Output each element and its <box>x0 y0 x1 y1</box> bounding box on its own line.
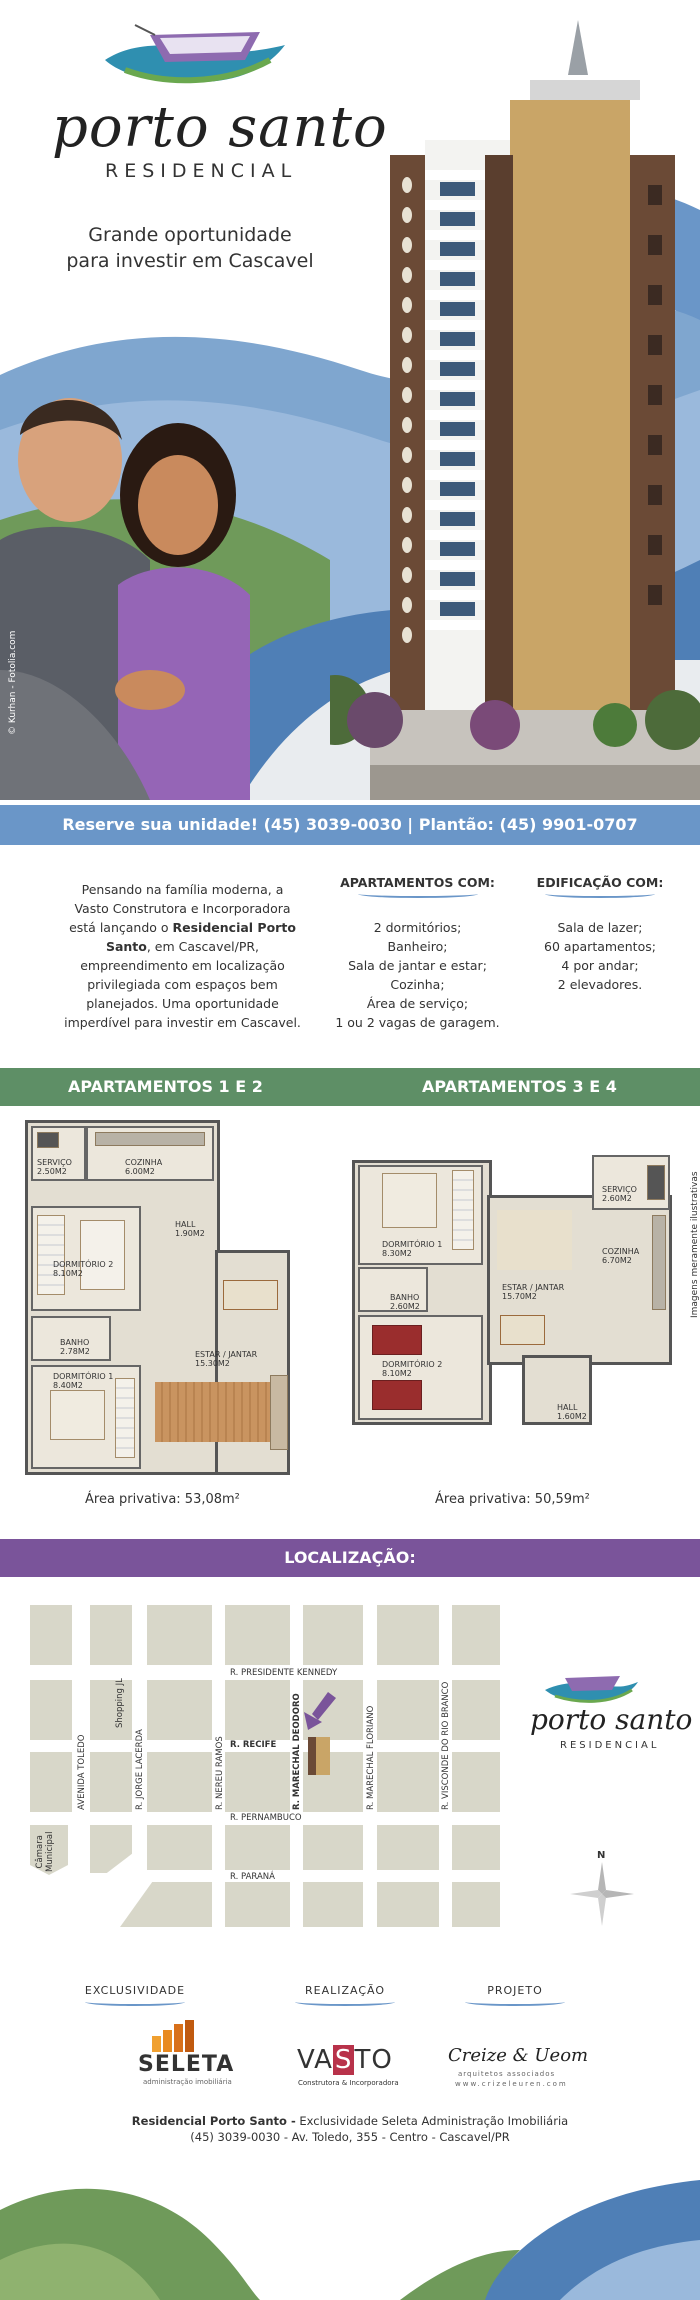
feature-item: Área de serviço; <box>366 996 469 1011</box>
tagline-line-2: para investir em Cascavel <box>66 250 314 272</box>
intro-text: , em Cascavel/PR, <box>146 939 260 954</box>
location-bar: LOCALIZAÇÃO: <box>0 1539 700 1577</box>
room-name: SERVIÇO <box>37 1158 72 1167</box>
apartments-heading: APARTAMENTOS COM: <box>340 875 495 890</box>
plans-b-title: APARTAMENTOS 3 E 4 <box>422 1077 617 1096</box>
feature-item: Cozinha; <box>390 977 445 992</box>
plan-a-area: Área privativa: 53,08m² <box>85 1492 240 1507</box>
partner-swoosh <box>85 1998 185 2006</box>
room-area: 1.60M2 <box>557 1412 587 1421</box>
room-name: DORMITÓRIO 1 <box>382 1240 443 1249</box>
vasto-name-part: VA <box>297 2045 333 2075</box>
street-visconde-rio-branco: R. VISCONDE DO RIO BRANCO <box>441 1681 451 1810</box>
map-block <box>30 1605 72 1665</box>
location-pin-icon <box>300 1692 340 1777</box>
dining-table <box>223 1280 278 1310</box>
hero-section <box>0 0 700 800</box>
map-block <box>147 1752 212 1812</box>
footer-text: Exclusividade Seleta Administração Imobiliária <box>295 2114 569 2128</box>
brand-script-logo: porto santo <box>52 95 388 160</box>
label-servico <box>37 1158 72 1176</box>
photo-credit: © Kurhan - Fotolia.com <box>8 630 18 735</box>
building-heading: EDIFICAÇÃO COM: <box>536 875 664 890</box>
room-area: 8.40M2 <box>53 1381 83 1390</box>
label-cozinha <box>602 1247 639 1265</box>
feature-item: Sala de lazer; <box>557 920 643 935</box>
map-block <box>452 1882 500 1927</box>
architects-logo: Creize & Ueom <box>448 2045 589 2066</box>
label-servico <box>602 1185 637 1203</box>
label-dorm2 <box>53 1260 113 1278</box>
apartments-features <box>330 875 505 1032</box>
wardrobe <box>452 1170 474 1250</box>
map-logo-script: porto santo <box>530 1703 693 1736</box>
map-block <box>225 1680 290 1740</box>
map-block <box>90 1680 132 1740</box>
bed-icon <box>382 1173 437 1228</box>
feature-item: Sala de jantar e estar; <box>348 958 487 973</box>
wardrobe <box>115 1378 135 1458</box>
map-block <box>377 1680 439 1740</box>
compass-rose-icon <box>570 1862 634 1926</box>
footer-line-2: (45) 3039-0030 - Av. Toledo, 355 - Centro - Cascavel/PR <box>190 2130 510 2144</box>
label-dorm1 <box>53 1372 113 1390</box>
room-area: 6.70M2 <box>602 1256 632 1265</box>
map-block <box>452 1605 500 1665</box>
building-rendering <box>330 20 700 800</box>
heading-swoosh <box>358 890 478 898</box>
washer-icon <box>37 1132 59 1148</box>
label-cozinha <box>125 1158 162 1176</box>
room-name: COZINHA <box>125 1158 163 1167</box>
map-block <box>90 1605 132 1665</box>
room-name: ESTAR / JANTAR <box>195 1350 258 1359</box>
intro-line: privilegiada com espaços bem <box>87 977 278 992</box>
map-block <box>377 1882 439 1927</box>
feature-item: Banheiro; <box>387 939 448 954</box>
map-block <box>225 1752 290 1812</box>
bed-icon <box>80 1220 125 1290</box>
intro-line <box>40 918 325 937</box>
room-name: ESTAR / JANTAR <box>502 1283 565 1292</box>
realizacao-label: REALIZAÇÃO <box>304 1984 386 1997</box>
footer-line-1 <box>0 2114 700 2128</box>
intro-line <box>40 937 325 956</box>
feature-item: 2 elevadores. <box>557 977 643 992</box>
couple-photo <box>0 370 260 800</box>
partner-swoosh <box>465 1998 565 2006</box>
map-block <box>90 1825 132 1873</box>
seleta-subtitle: administração imobiliária <box>143 2078 232 2086</box>
room-name: BANHO <box>390 1293 420 1302</box>
apartments-feature-list <box>330 918 505 1032</box>
map-block <box>377 1605 439 1665</box>
room-area: 2.60M2 <box>390 1302 420 1311</box>
bed-icon <box>50 1390 105 1440</box>
intro-line: Vasto Construtora e Incorporadora <box>74 901 291 916</box>
bed-icon <box>372 1325 422 1355</box>
map-logo-subtitle: RESIDENCIAL <box>560 1740 660 1751</box>
label-dorm2 <box>382 1360 442 1378</box>
floorplan-apartments-3-4 <box>352 1155 674 1435</box>
shopping-jl-label: Shopping JL <box>115 1678 125 1728</box>
building-features <box>530 875 670 994</box>
map-block <box>147 1605 212 1665</box>
wardrobe <box>37 1215 65 1295</box>
living-rug <box>497 1210 572 1270</box>
intro-line: planejados. Uma oportunidade <box>86 996 279 1011</box>
camara-municipal-label <box>35 1832 55 1872</box>
illustrative-note: Imagens meramente ilustrativas <box>690 1171 700 1318</box>
vasto-name-part: S <box>334 2045 353 2075</box>
brand-subtitle: RESIDENCIAL <box>105 160 298 182</box>
architects-subtitle: arquitetos associados <box>458 2070 556 2078</box>
map-block <box>225 1825 290 1870</box>
map-block <box>90 1752 132 1812</box>
room-area: 15.30M2 <box>195 1359 230 1368</box>
room-area: 1.90M2 <box>175 1229 205 1238</box>
location-map <box>25 1600 505 1940</box>
room-area: 2.60M2 <box>602 1194 632 1203</box>
feature-item: 2 dormitórios; <box>373 920 462 935</box>
dining-table <box>500 1315 545 1345</box>
map-block <box>303 1605 363 1665</box>
map-block <box>303 1882 363 1927</box>
map-block <box>120 1882 212 1927</box>
reserve-contact-bar: Reserve sua unidade! (45) 3039-0030 | Plantão: (45) 9901-0707 <box>0 805 700 845</box>
sofa-icon <box>270 1375 288 1450</box>
seleta-logo-icon <box>150 2020 200 2052</box>
projeto-label: PROJETO <box>487 1984 543 1997</box>
room-area: 8.30M2 <box>382 1249 412 1258</box>
living-rug <box>155 1382 275 1442</box>
street-marechal-deodoro: R. MARECHAL DEODORO <box>292 1693 302 1810</box>
street-jorge-lacerda: R. JORGE LACERDA <box>135 1729 145 1810</box>
seleta-name: SELETA <box>138 2052 235 2077</box>
label-banho <box>60 1338 90 1356</box>
room-name: DORMITÓRIO 2 <box>382 1360 443 1369</box>
map-block <box>377 1825 439 1870</box>
street-nereu-ramos: R. NEREU RAMOS <box>215 1736 225 1810</box>
map-block <box>303 1825 363 1870</box>
feature-item: 1 ou 2 vagas de garagem. <box>335 1015 500 1030</box>
label-hall <box>175 1220 205 1238</box>
map-block <box>147 1680 212 1740</box>
room-name: COZINHA <box>602 1247 640 1256</box>
camara-line: Câmara <box>35 1835 45 1869</box>
footer-bold: Residencial Porto Santo - <box>131 2114 296 2128</box>
intro-line: Pensando na família moderna, a <box>81 882 284 897</box>
label-estar <box>502 1283 564 1301</box>
room-name: SERVIÇO <box>602 1185 637 1194</box>
street-presidente-kennedy: R. PRESIDENTE KENNEDY <box>230 1668 338 1678</box>
street-parana: R. PARANÁ <box>230 1872 275 1882</box>
intro-bold: Residencial Porto <box>172 920 296 935</box>
room-area: 2.78M2 <box>60 1347 90 1356</box>
room-area: 8.10M2 <box>53 1269 83 1278</box>
compass-north-label: N <box>597 1850 606 1861</box>
kitchen-counter <box>652 1215 666 1310</box>
room-name: HALL <box>175 1220 196 1229</box>
feature-item: 60 apartamentos; <box>544 939 656 954</box>
street-recife: R. RECIFE <box>230 1740 277 1750</box>
boat-logo-icon <box>95 20 295 100</box>
intro-paragraph <box>40 880 325 1032</box>
map-block <box>225 1605 290 1665</box>
map-block <box>452 1680 500 1740</box>
street-pernambuco: R. PERNAMBUCO <box>230 1813 302 1823</box>
vasto-subtitle: Construtora & Incorporadora <box>298 2079 399 2087</box>
label-hall <box>557 1403 587 1421</box>
room-area: 6.00M2 <box>125 1167 155 1176</box>
map-block <box>147 1825 212 1870</box>
room-area: 2.50M2 <box>37 1167 67 1176</box>
architects-url: www.crizeleuren.com <box>455 2080 568 2088</box>
washer-icon <box>647 1165 665 1200</box>
intro-text: está lançando o <box>69 920 173 935</box>
room-area: 8.10M2 <box>382 1369 412 1378</box>
room-name: DORMITÓRIO 1 <box>53 1372 114 1381</box>
vasto-name-part: TO <box>354 2045 393 2075</box>
street-marechal-floriano: R. MARECHAL FLORIANO <box>366 1705 376 1810</box>
heading-swoosh <box>545 890 655 898</box>
kitchen-counter <box>95 1132 205 1146</box>
building-feature-list <box>530 918 670 994</box>
map-block <box>225 1882 290 1927</box>
footer-waves <box>0 2150 700 2300</box>
floorplan-apartments-1-2 <box>25 1120 295 1475</box>
room-name: BANHO <box>60 1338 90 1347</box>
intro-line: imperdível para investir em Cascavel. <box>64 1015 301 1030</box>
map-block <box>377 1752 439 1812</box>
street-avenida-toledo: AVENIDA TOLEDO <box>77 1734 87 1810</box>
camara-line: Municipal <box>45 1831 55 1872</box>
floorplans-bar <box>0 1068 700 1106</box>
partner-swoosh <box>295 1998 395 2006</box>
room-name: HALL <box>557 1403 578 1412</box>
room-area: 15.70M2 <box>502 1292 537 1301</box>
intro-line: empreendimento em localização <box>80 958 285 973</box>
vasto-logo <box>297 2045 393 2075</box>
map-block <box>452 1752 500 1812</box>
label-estar <box>195 1350 257 1368</box>
label-banho <box>390 1293 420 1311</box>
map-block <box>30 1680 72 1740</box>
feature-item: 4 por andar; <box>561 958 639 973</box>
intro-bold: Santo <box>105 939 147 954</box>
exclusividade-label: EXCLUSIVIDADE <box>84 1984 186 1997</box>
tagline-line-1: Grande oportunidade <box>88 224 292 246</box>
label-dorm1 <box>382 1240 442 1258</box>
map-block <box>30 1752 72 1812</box>
room-name: DORMITÓRIO 2 <box>53 1260 114 1269</box>
map-block <box>452 1825 500 1870</box>
bed-icon <box>372 1380 422 1410</box>
plans-a-title: APARTAMENTOS 1 E 2 <box>68 1077 263 1096</box>
plan-b-area: Área privativa: 50,59m² <box>435 1492 590 1507</box>
hero-tagline <box>50 222 330 274</box>
